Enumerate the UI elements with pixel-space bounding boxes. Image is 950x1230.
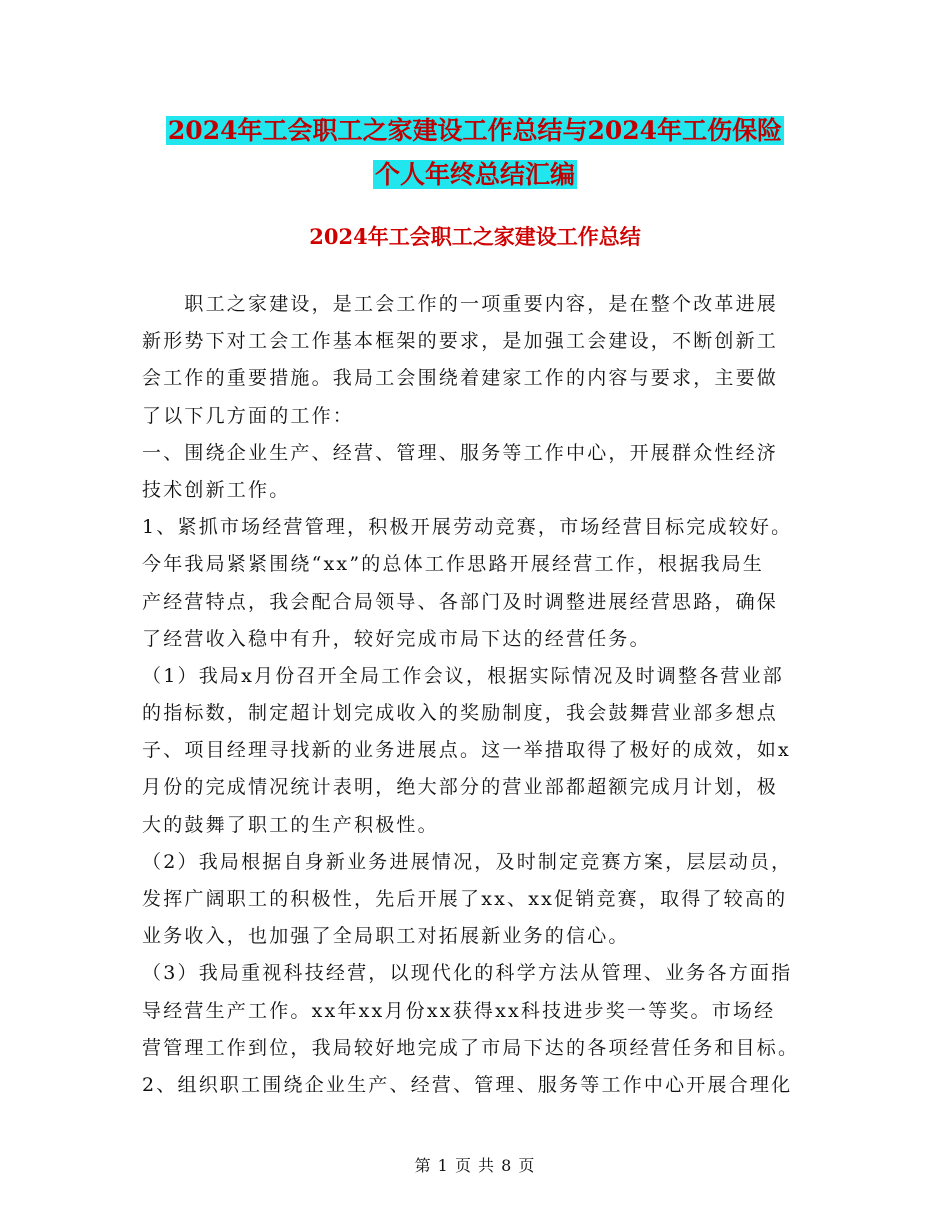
body-line: 今年我局紧紧围绕“xx”的总体工作思路开展经营工作，根据我局生 bbox=[142, 553, 765, 576]
body-line: 业务收入，也加强了全局职工对拓展新业务的信心。 bbox=[142, 925, 630, 948]
body-line: 1、紧抓市场经营管理，积极开展劳动竞赛，市场经营目标完成较好。 bbox=[142, 516, 793, 539]
body-line: 产经营特点，我会配合局领导、各部门及时调整进展经营思路，确保 bbox=[142, 590, 779, 613]
body-line: 大的鼓舞了职工的生产积极性。 bbox=[142, 813, 439, 836]
body-line: 技术创新工作。 bbox=[142, 478, 291, 501]
body-line: （2）我局根据自身新业务进展情况，及时制定竞赛方案，层层动员， bbox=[142, 850, 793, 873]
body-line: 2、组织职工围绕企业生产、经营、管理、服务等工作中心开展合理化 bbox=[142, 1073, 793, 1096]
document-title-line-1 bbox=[0, 114, 950, 148]
page-footer: 第 1 页 共 8 页 bbox=[414, 1156, 536, 1175]
body-line: 月份的完成情况统计表明，绝大部分的营业部都超额完成月计划，极 bbox=[142, 776, 779, 799]
body-line: 一、围绕企业生产、经营、管理、服务等工作中心，开展群众性经济 bbox=[142, 441, 779, 464]
body-line: （3）我局重视科技经营，以现代化的科学方法从管理、业务各方面指 bbox=[142, 962, 793, 985]
title-highlight: 个人年终总结汇编 bbox=[374, 160, 575, 189]
body-line: 营管理工作到位，我局较好地完成了市局下达的各项经营任务和目标。 bbox=[142, 1036, 800, 1059]
title-highlight: 2024年工会职工之家建设工作总结与2024年工伤保险 bbox=[167, 116, 783, 145]
body-line: （1）我局x月份召开全局工作会议，根据实际情况及时调整各营业部 bbox=[142, 664, 785, 687]
section-title: 2024年工会职工之家建设工作总结 bbox=[309, 224, 641, 249]
body-line: 职工之家建设，是工会工作的一项重要内容，是在整个改革进展 bbox=[142, 293, 779, 315]
body-line: 了以下几方面的工作： bbox=[142, 404, 355, 427]
body-line: 新形势下对工会工作基本框架的要求，是加强工会建设，不断创新工 bbox=[142, 330, 779, 353]
body-text bbox=[142, 286, 814, 1104]
body-line: 导经营生产工作。xx年xx月份xx获得xx科技进步奖一等奖。市场经 bbox=[142, 999, 776, 1022]
body-line: 了经营收入稳中有升，较好完成市局下达的经营任务。 bbox=[142, 627, 651, 650]
body-line: 子、项目经理寻找新的业务进展点。这一举措取得了极好的成效，如x bbox=[142, 739, 791, 762]
body-line: 会工作的重要措施。我局工会围绕着建家工作的内容与要求，主要做 bbox=[142, 367, 779, 390]
document-title-line-2 bbox=[0, 158, 950, 192]
body-line: 的指标数，制定超计划完成收入的奖励制度，我会鼓舞营业部多想点 bbox=[142, 702, 779, 725]
body-line: 发挥广阔职工的积极性，先后开展了xx、xx促销竞赛，取得了较高的 bbox=[142, 888, 788, 910]
